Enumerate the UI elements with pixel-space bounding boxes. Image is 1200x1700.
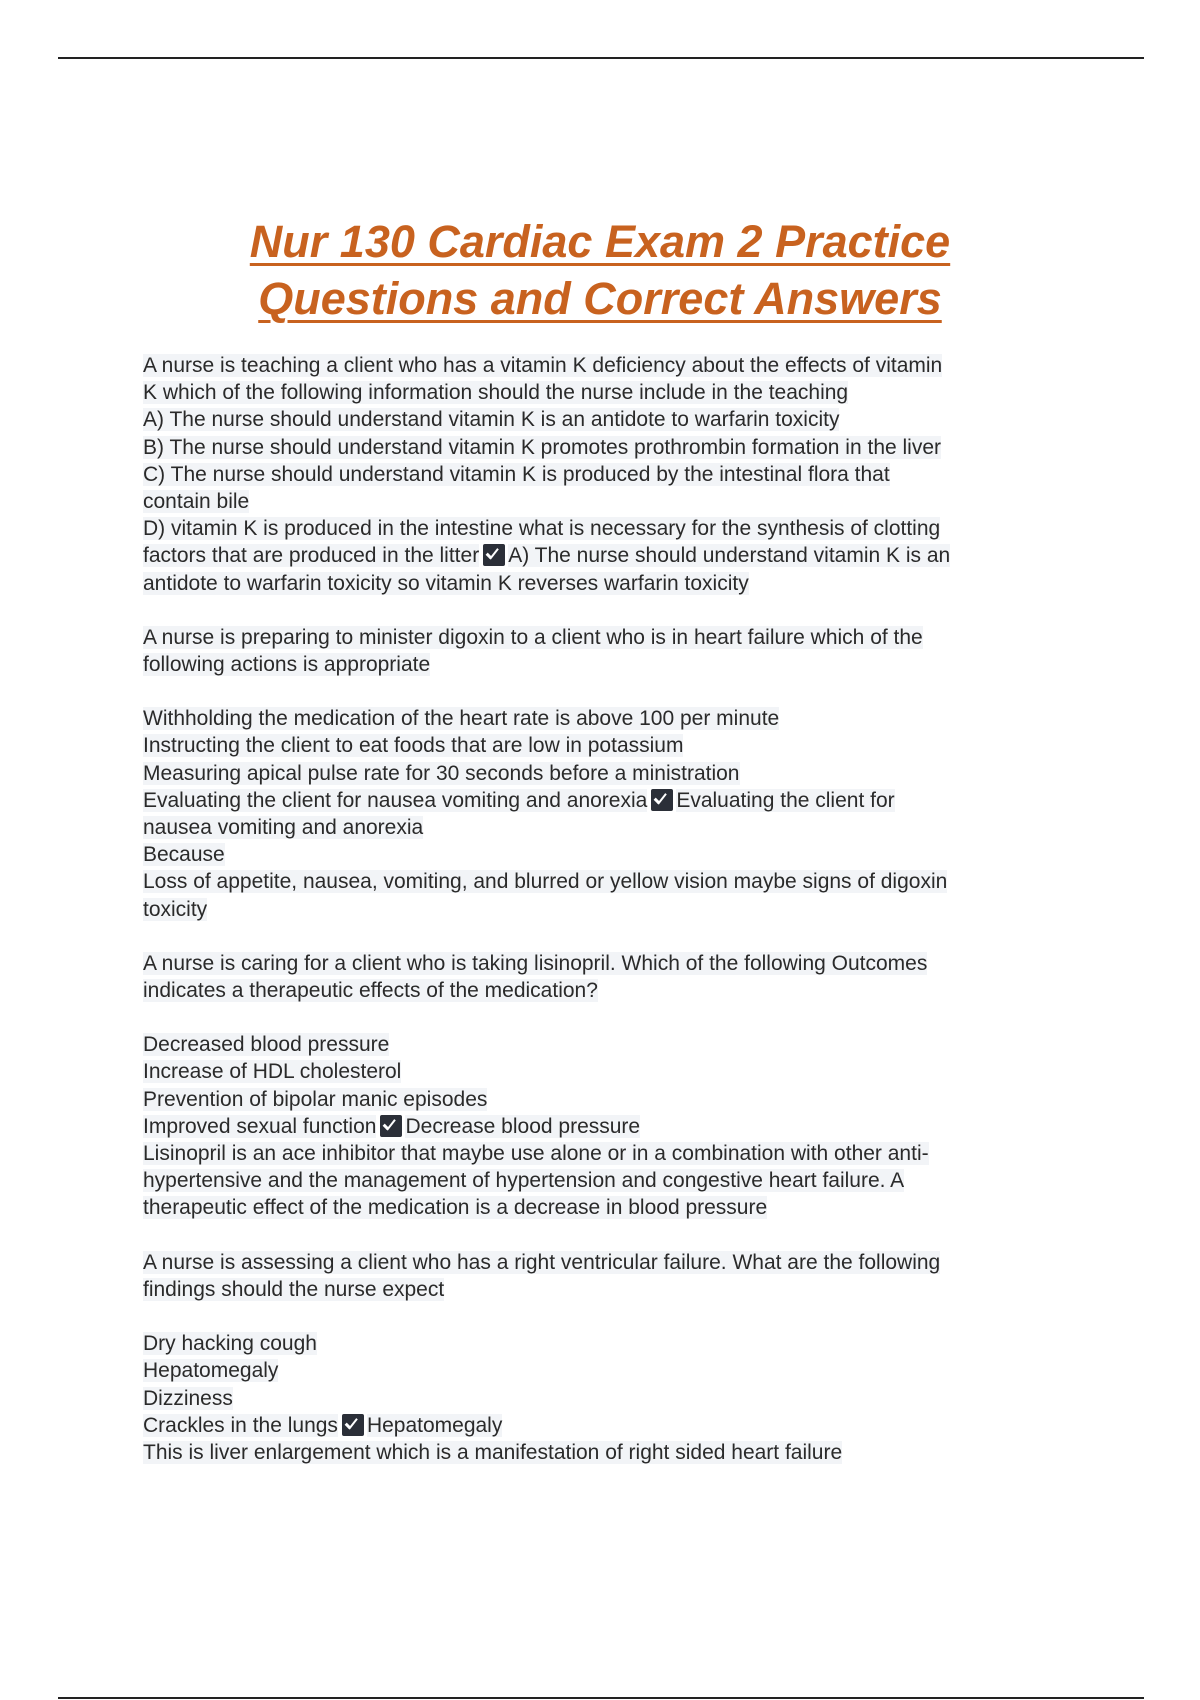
answer-block-4 xyxy=(143,1330,1078,1466)
correct-answer: Decrease blood pressure xyxy=(405,1114,641,1138)
answer-explanation: toxicity xyxy=(143,897,208,921)
checkmark-icon xyxy=(380,1115,402,1137)
question-block-1 xyxy=(143,352,1078,597)
answer-option: Crackles in the lungs Hepatomegaly xyxy=(143,1413,503,1437)
answer-option: Withholding the medication of the heart rate is above 100 per minute xyxy=(143,707,780,731)
answer-option: Measuring apical pulse rate for 30 seconds before a ministration xyxy=(143,761,740,785)
question-block-3 xyxy=(143,950,1078,1004)
question-text: A nurse is preparing to minister digoxin to a client who is in heart failure which of the xyxy=(143,625,923,649)
top-rule xyxy=(58,57,1144,59)
question-text: A nurse is teaching a client who has a vitamin K deficiency about the effects of vitamin xyxy=(143,354,943,377)
answer-block-2 xyxy=(143,705,1078,923)
answer-explanation: therapeutic effect of the medication is a decrease in blood pressure xyxy=(143,1196,768,1220)
correct-answer: Hepatomegaly xyxy=(366,1413,503,1437)
answer-option: Decreased blood pressure xyxy=(143,1033,390,1057)
correct-answer: nausea vomiting and anorexia xyxy=(143,816,424,840)
answer-option: Dry hacking cough xyxy=(143,1332,317,1356)
answer-option: Hepatomegaly xyxy=(143,1359,279,1383)
answer-option: Instructing the client to eat foods that are low in potassium xyxy=(143,734,684,758)
title-line-2: Questions and Correct Answers xyxy=(258,273,942,324)
answer-block-3 xyxy=(143,1031,1078,1221)
answer-explanation: antidote to warfarin toxicity so vitamin K reverses warfarin toxicity xyxy=(143,571,749,595)
checkmark-icon xyxy=(342,1414,364,1436)
correct-answer: A) The nurse should understand vitamin K is an xyxy=(508,544,951,568)
answer-explanation: This is liver enlargement which is a manifestation of right sided heart failure xyxy=(143,1440,843,1464)
answer-option: Improved sexual function Decrease blood pressure xyxy=(143,1114,641,1138)
bottom-rule xyxy=(58,1697,1144,1699)
answer-explanation: Loss of appetite, nausea, vomiting, and blurred or yellow vision maybe signs of digoxin xyxy=(143,870,948,894)
document-title xyxy=(100,213,1100,327)
answer-option: factors that are produced in the litter A) The nurse should understand vitamin K is an xyxy=(143,544,951,568)
checkmark-icon xyxy=(483,544,505,566)
question-text: findings should the nurse expect xyxy=(143,1277,445,1301)
document-body xyxy=(143,352,1078,1493)
question-text: indicates a therapeutic effects of the medication? xyxy=(143,979,598,1003)
answer-option: Increase of HDL cholesterol xyxy=(143,1060,402,1084)
question-text: K which of the following information should the nurse include in the teaching xyxy=(143,381,849,405)
answer-option: contain bile xyxy=(143,490,250,514)
question-text: A nurse is caring for a client who is taking lisinopril. Which of the following Outcomes xyxy=(143,951,928,975)
answer-explanation: Lisinopril is an ace inhibitor that maybe use alone or in a combination with other anti- xyxy=(143,1142,929,1166)
correct-answer: Evaluating the client for xyxy=(676,788,895,812)
question-block-4 xyxy=(143,1249,1078,1303)
answer-option: D) vitamin K is produced in the intestine what is necessary for the synthesis of clotting xyxy=(143,517,941,541)
answer-option: A) The nurse should understand vitamin K is an antidote to warfarin toxicity xyxy=(143,408,840,432)
answer-option: B) The nurse should understand vitamin K promotes prothrombin formation in the liver xyxy=(143,435,942,459)
answer-option: C) The nurse should understand vitamin K is produced by the intestinal flora that xyxy=(143,462,890,486)
answer-explanation: Because xyxy=(143,843,225,867)
title-line-1: Nur 130 Cardiac Exam 2 Practice xyxy=(249,216,951,267)
checkmark-icon xyxy=(651,789,673,811)
question-text: A nurse is assessing a client who has a right ventricular failure. What are the following xyxy=(143,1250,941,1274)
question-text: following actions is appropriate xyxy=(143,653,431,677)
answer-explanation: hypertensive and the management of hypertension and congestive heart failure. A xyxy=(143,1169,905,1193)
question-block-2 xyxy=(143,624,1078,678)
answer-option: Dizziness xyxy=(143,1386,233,1410)
answer-option: Prevention of bipolar manic episodes xyxy=(143,1087,488,1111)
answer-option: Evaluating the client for nausea vomiting and anorexia Evaluating the client for xyxy=(143,788,895,812)
